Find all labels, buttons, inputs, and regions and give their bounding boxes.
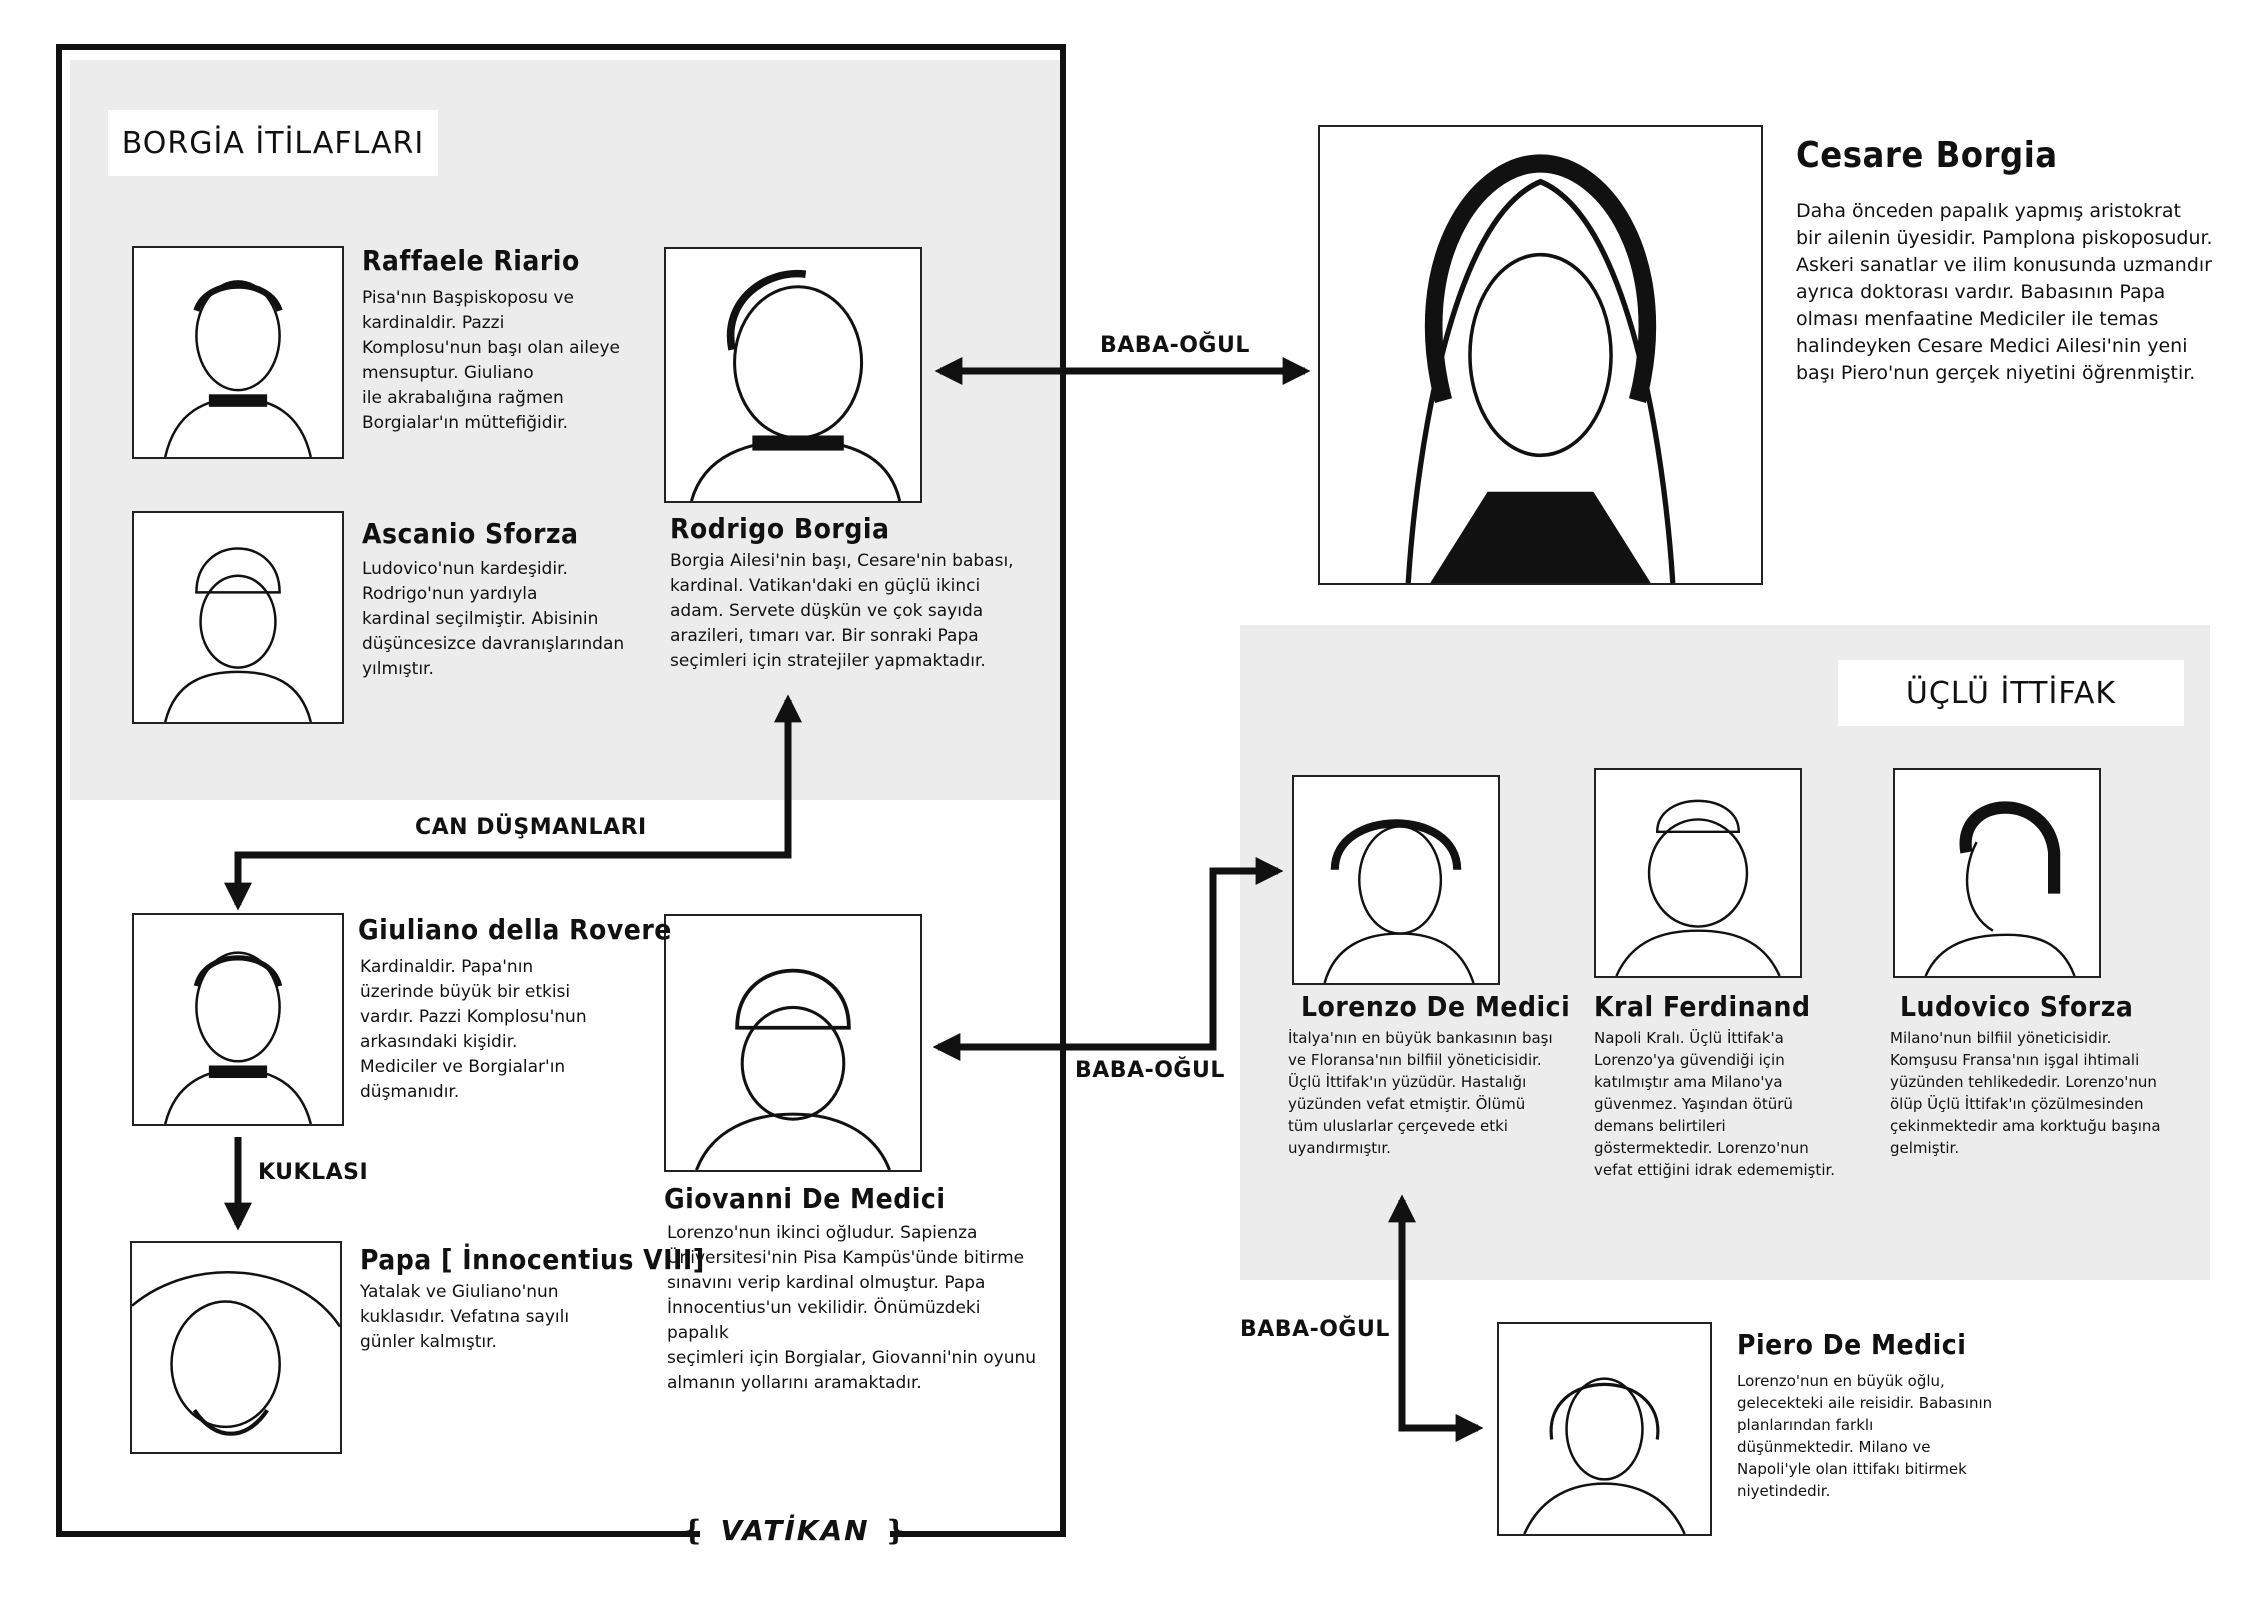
portrait-giovanni-de-medici [664, 914, 922, 1172]
name-giovanni-de-medici: Giovanni De Medici [664, 1182, 946, 1215]
portrait-ascanio-sforza [132, 511, 344, 724]
vatican-label: VATİKAN [720, 1513, 870, 1547]
desc-lorenzo-de-medici: İtalya'nın en büyük bankasının başı ve Floransa'nın bilfiil yöneticisidir. Üçlü İttifak'ın yüzüdür. Hastalığı yüzünden vefat etmiştir. Ölümü tüm uluslarlar çerçevede etki uyandırmıştır. [1288, 1029, 1553, 1157]
vatican-left-bracket: ❴ [681, 1513, 707, 1547]
desc-piero-de-medici: Lorenzo'nun en büyük oğlu, gelecekteki aile reisidir. Babasının planlarından farklı düşünmektedir. Milano ve Napoli'yle olan ittifakı bitirmek niyetindedir. [1737, 1372, 1993, 1500]
desc-rodrigo-borgia: Borgia Ailesi'nin başı, Cesare'nin babası, kardinal. Vatikan'daki en güçlü ikinci adam. Servete düşkün ve çok sayıda arazileri, tımarı var. Bir sonraki Papa seçimleri için stratejiler yapmaktadır. [670, 551, 1014, 671]
name-piero-de-medici: Piero De Medici [1737, 1328, 1967, 1361]
desc-giuliano-della-rovere: Kardinaldir. Papa'nın üzerinde büyük bir etkisi vardır. Pazzi Komplosu'nun arkasındaki kişidir. Mediciler ve Borgialar'ın düşmanıdır. [360, 957, 587, 1102]
portrait-cesare-borgia [1318, 125, 1763, 585]
name-giuliano-della-rovere: Giuliano della Rovere [358, 913, 672, 946]
portrait-lorenzo-de-medici [1292, 775, 1500, 985]
desc-ludovico-sforza: Milano'nun bilfiil yöneticisidir. Komşusu Fransa'nın işgal ihtimali yüzünden tehlikededir. Lorenzo'nun ölüp Üçlü İttifak'ın çözülmesinden çekinmektedir ama korktuğu başına gelmiştir. [1890, 1029, 2161, 1157]
relation-label-father-son-top: BABA-OĞUL [1100, 333, 1250, 358]
relation-label-father-son-middle: BABA-OĞUL [1075, 1058, 1225, 1083]
portrait-piero-de-medici [1497, 1322, 1712, 1536]
name-ascanio-sforza: Ascanio Sforza [362, 517, 579, 550]
name-kral-ferdinand: Kral Ferdinand [1594, 990, 1811, 1023]
portrait-ludovico-sforza [1893, 768, 2101, 978]
relation-label-puppet: KUKLASI [258, 1160, 369, 1185]
name-ludovico-sforza: Ludovico Sforza [1900, 990, 2134, 1023]
desc-papa-innocentius: Yatalak ve Giuliano'nun kuklasıdır. Vefatına sayılı günler kalmıştır. [360, 1282, 570, 1352]
portrait-giuliano-della-rovere [132, 913, 344, 1126]
relation-label-enemies: CAN DÜŞMANLARI [415, 815, 647, 840]
desc-ascanio-sforza: Ludovico'nun kardeşidir. Rodrigo'nun yardıyla kardinal seçilmiştir. Abisinin düşüncesizce davranışlarından yılmıştır. [362, 559, 625, 679]
relation-label-father-son-bottom: BABA-OĞUL [1240, 1317, 1390, 1342]
arrow-rodrigo-giuliano [238, 700, 788, 905]
name-rodrigo-borgia: Rodrigo Borgia [670, 512, 890, 545]
name-cesare-borgia: Cesare Borgia [1796, 135, 2058, 176]
desc-kral-ferdinand: Napoli Kralı. Üçlü İttifak'a Lorenzo'ya güvendiği için katılmıştır ama Milano'ya güvenmez. Yaşından ötürü demans belirtileri göstermektedir. Lorenzo'nun vefat ettiğini idrak edememiştir. [1594, 1029, 1836, 1179]
portrait-raffaele-riario [132, 246, 344, 459]
name-lorenzo-de-medici: Lorenzo De Medici [1301, 990, 1571, 1023]
borgia-alliances-title: BORGİA İTİLAFLARI [108, 110, 438, 176]
portrait-kral-ferdinand [1594, 768, 1802, 978]
portrait-papa-innocentius [130, 1241, 342, 1454]
desc-cesare-borgia: Daha önceden papalık yapmış aristokrat bir ailenin üyesidir. Pamplona piskoposudur. Askeri sanatlar ve ilim konusunda uzmandır ayrıca doktorası vardır. Babasının Papa olması menfaatine Mediciler ile temas halindeyken Cesare Medici Ailesi'nin yeni başı Piero'nun gerçek niyetini öğrenmiştir. [1796, 200, 2213, 384]
desc-giovanni-de-medici: Lorenzo'nun ikinci oğludur. Sapienza Üniversitesi'nin Pisa Kampüs'ünde bitirme sınavını verip kardinal olmuştur. Papa İnnocentius'un vekilidir. Önümüzdeki papalık seçimleri için Borgialar, Giovanni'nin oyunu almanın yollarını aramaktadır. [667, 1223, 1037, 1393]
arrow-lorenzo-piero [1402, 1200, 1478, 1428]
vatican-right-bracket: ❵ [883, 1513, 910, 1547]
name-raffaele-riario: Raffaele Riario [362, 244, 580, 277]
arrow-giovanni-lorenzo [938, 871, 1278, 1047]
desc-raffaele-riario: Pisa'nın Başpiskoposu ve kardinaldir. Pazzi Komplosu'nun başı olan aileye mensuptur. Giuliano ile akrabalığına rağmen Borgialar'ın müttefiğidir. [362, 288, 620, 433]
triple-alliance-title: ÜÇLÜ İTTİFAK [1838, 660, 2184, 726]
portrait-rodrigo-borgia [664, 247, 922, 503]
name-papa-innocentius: Papa [ İnnocentius VIII] [360, 1243, 705, 1276]
